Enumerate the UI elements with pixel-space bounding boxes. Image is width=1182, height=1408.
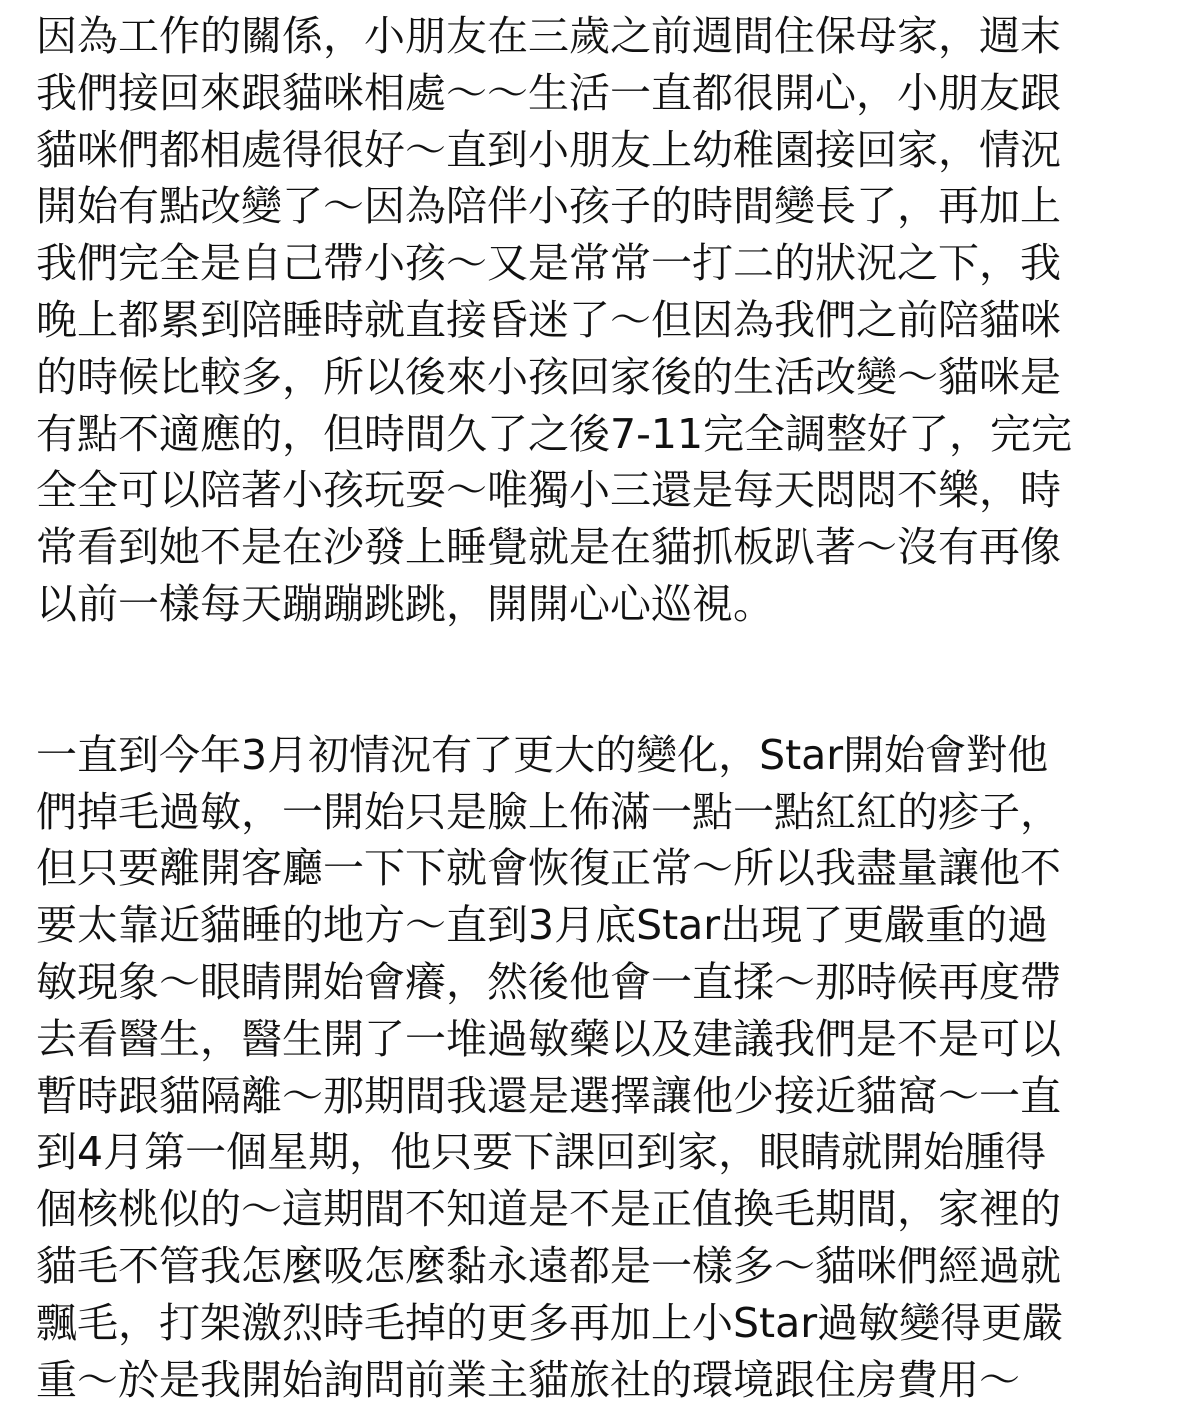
paragraph-2: [36, 727, 1146, 1408]
paragraph-spacer: [36, 633, 1146, 727]
text-line: 有點不適應的，但時間久了之後7-11完全調整好了，完完: [36, 409, 1073, 458]
text-line: 貓咪們都相處得很好～直到小朋友上幼稚園接回家，情況: [36, 125, 1061, 174]
text-line: 敏現象～眼睛開始會癢，然後他會一直揉～那時候再度帶: [36, 957, 1061, 1006]
text-line: 重～於是我開始詢問前業主貓旅社的環境跟住房費用～: [36, 1355, 1020, 1404]
text-line: 要太靠近貓睡的地方～直到3月底Star出現了更嚴重的過: [36, 901, 1049, 950]
text-line: 到4月第一個星期，他只要下課回到家，眼睛就開始腫得: [36, 1128, 1047, 1177]
text-line: 常看到她不是在沙發上睡覺就是在貓抓板趴著～沒有再像: [36, 523, 1061, 572]
article-body: [36, 8, 1146, 1408]
text-line: 因為工作的關係，小朋友在三歲之前週間住保母家，週末: [36, 12, 1061, 60]
text-line: 暫時跟貓隔離～那期間我還是選擇讓他少接近貓窩～一直: [36, 1071, 1061, 1120]
text-line: 飄毛，打架激烈時毛掉的更多再加上小Star過敏變得更嚴: [36, 1298, 1064, 1347]
text-line: 的時候比較多，所以後來小孩回家後的生活改變～貓咪是: [36, 352, 1061, 401]
paragraph-1: [36, 8, 1146, 633]
text-line: 我們接回來跟貓咪相處～～生活一直都很開心，小朋友跟: [36, 68, 1061, 117]
text-line: 以前一樣每天蹦蹦跳跳，開開心心巡視。: [36, 579, 774, 628]
text-line: 去看醫生，醫生開了一堆過敏藥以及建議我們是不是可以: [36, 1014, 1061, 1063]
text-line: 全全可以陪著小孩玩耍～唯獨小三還是每天悶悶不樂，時: [36, 466, 1061, 515]
text-line: 一直到今年3月初情況有了更大的變化，Star開始會對他: [36, 730, 1049, 779]
text-line: 我們完全是自己帶小孩～又是常常一打二的狀況之下，我: [36, 239, 1061, 288]
text-line: 們掉毛過敏，一開始只是臉上佈滿一點一點紅紅的疹子，: [36, 787, 1061, 836]
text-line: 晚上都累到陪睡時就直接昏迷了～但因為我們之前陪貓咪: [36, 295, 1061, 344]
text-line: 貓毛不管我怎麼吸怎麼黏永遠都是一樣多～貓咪們經過就: [36, 1241, 1061, 1290]
text-line: 開始有點改變了～因為陪伴小孩子的時間變長了，再加上: [36, 182, 1061, 231]
text-line: 但只要離開客廳一下下就會恢復正常～所以我盡量讓他不: [36, 844, 1061, 893]
text-line: 個核桃似的～這期間不知道是不是正值換毛期間，家裡的: [36, 1185, 1061, 1234]
